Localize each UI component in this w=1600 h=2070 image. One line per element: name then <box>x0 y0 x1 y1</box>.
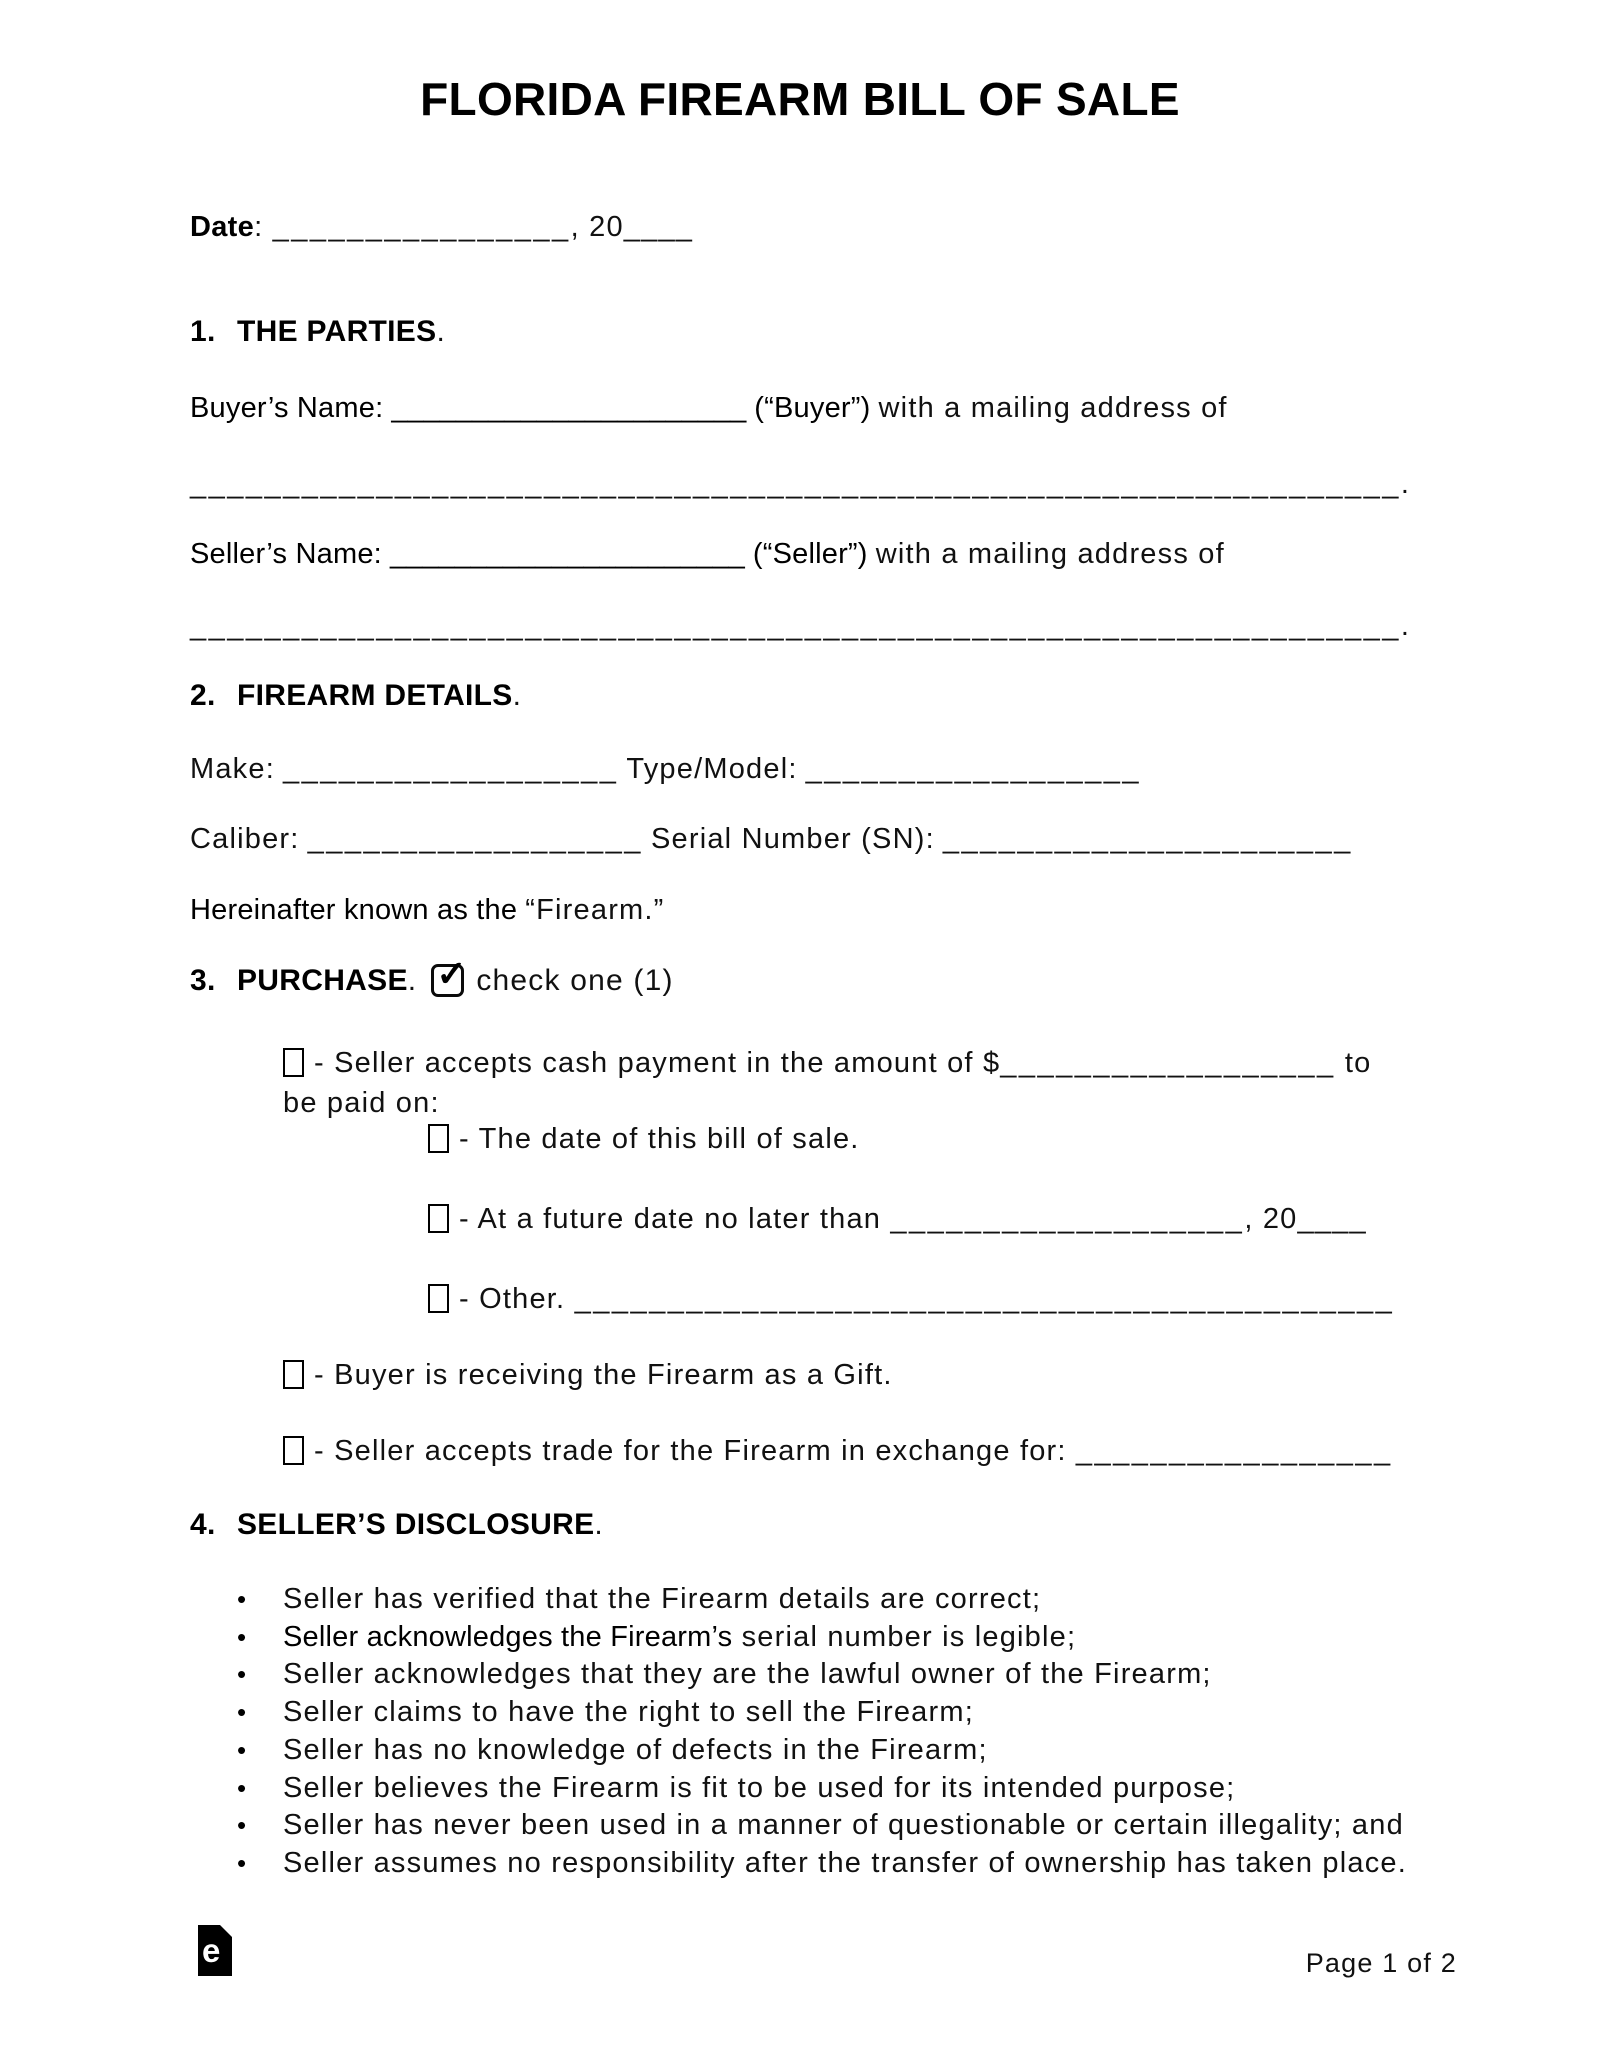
cash-payment-checkbox[interactable] <box>283 1048 304 1077</box>
future-date-blank-field[interactable]: ___________________ <box>890 1203 1245 1235</box>
hereinafter-prefix: Hereinafter known as the <box>190 894 518 926</box>
buyer-address-intro: with a mailing address of <box>878 392 1228 424</box>
date-line <box>190 210 693 244</box>
gift-checkbox[interactable] <box>283 1360 304 1389</box>
gift-text: - Buyer is receiving the Firearm as a Gift. <box>314 1359 893 1391</box>
cash-payment-text-tail: to <box>1335 1047 1372 1079</box>
list-item <box>237 1581 1407 1619</box>
seller-address-line <box>190 609 1411 643</box>
other-text: - Other. <box>459 1283 575 1315</box>
payment-date-option <box>428 1122 860 1156</box>
date-of-sale-checkbox[interactable] <box>428 1124 449 1153</box>
firearm-term: “Firearm.” <box>525 894 665 926</box>
list-item <box>237 1770 1407 1808</box>
make-blank-field[interactable]: __________________ <box>283 753 619 785</box>
buyer-name-line <box>190 391 1228 425</box>
buyer-address-line <box>190 467 1411 501</box>
bullet-text: serial number is legible; <box>732 1620 1077 1653</box>
section-heading-firearm-details <box>190 679 522 713</box>
list-item <box>237 1845 1407 1883</box>
buyer-alias: (“Buyer”) <box>754 392 871 424</box>
list-item <box>237 1732 1407 1770</box>
caliber-serial-line <box>190 822 1353 856</box>
check-one-checked-checkbox-icon[interactable] <box>431 953 467 997</box>
buyer-name-blank-field[interactable]: ______________________ <box>391 392 747 424</box>
date-blank-field[interactable]: ________________ <box>272 211 571 243</box>
date-label: Date <box>190 211 255 243</box>
future-date-text: - At a future date no later than <box>459 1203 891 1235</box>
bullet-icon: • <box>237 1659 247 1690</box>
trade-option <box>283 1434 1393 1468</box>
folded-corner-icon <box>220 1925 232 1937</box>
bullet-bold-text: Seller acknowledges the Firearm’s <box>283 1620 733 1653</box>
section-period: . <box>436 315 446 348</box>
checkmark-icon: ✓ <box>436 953 467 994</box>
future-date-checkbox[interactable] <box>428 1204 449 1233</box>
list-item <box>237 1619 1407 1657</box>
future-date-option <box>428 1202 1367 1236</box>
bullet-icon: • <box>237 1772 247 1803</box>
section-heading-parties <box>190 315 446 349</box>
eforms-logo <box>198 1925 232 1976</box>
caliber-blank-field[interactable]: __________________ <box>307 823 643 855</box>
bullet-icon: • <box>237 1847 247 1878</box>
cash-payment-text-line2: be paid on: <box>283 1087 440 1119</box>
cash-payment-text: - Seller accepts cash payment in the amount of $ <box>314 1047 1001 1079</box>
serial-number-label: Serial Number (SN): <box>650 823 935 855</box>
section-number: 4. <box>190 1508 216 1541</box>
caliber-label: Caliber: <box>190 823 300 855</box>
bullet-text: Seller acknowledges that they are the lawful owner of the Firearm; <box>283 1658 1212 1691</box>
date-year-blank[interactable]: , 20____ <box>570 211 694 243</box>
list-item <box>237 1656 1407 1694</box>
section-heading-sellers-disclosure <box>190 1508 604 1542</box>
make-type-line <box>190 752 1141 786</box>
date-of-sale-text: - The date of this bill of sale. <box>459 1123 860 1155</box>
other-checkbox[interactable] <box>428 1284 449 1313</box>
seller-address-intro: with a mailing address of <box>875 538 1225 570</box>
future-date-year-blank[interactable]: , 20____ <box>1244 1203 1367 1235</box>
bullet-text: Seller has never been used in a manner of questionable or certain illegality; and <box>283 1809 1404 1842</box>
buyer-address-blank-field[interactable]: _________________________________________________________________. <box>190 468 1412 500</box>
section-period: . <box>594 1508 604 1541</box>
other-blank-field[interactable]: ____________________________________________ <box>574 1283 1395 1315</box>
check-one-label: check one (1) <box>476 964 674 997</box>
section-number: 1. <box>190 315 216 348</box>
bullet-icon: • <box>237 1621 247 1652</box>
date-colon: : <box>254 211 273 243</box>
bullet-icon: • <box>237 1810 247 1841</box>
trade-checkbox[interactable] <box>283 1436 304 1465</box>
section-title: FIREARM DETAILS <box>237 679 513 712</box>
section-heading-purchase <box>190 953 674 998</box>
trade-blank-field[interactable]: _________________ <box>1075 1435 1393 1467</box>
cash-amount-blank-field[interactable]: __________________ <box>1000 1047 1336 1079</box>
bullet-icon: • <box>237 1584 247 1614</box>
cash-payment-option-line2 <box>283 1086 440 1120</box>
seller-name-label: Seller’s Name: <box>190 538 382 570</box>
trade-text: - Seller accepts trade for the Firearm in exchange for: <box>314 1435 1076 1467</box>
section-title: SELLER’S DISCLOSURE <box>237 1508 595 1541</box>
type-model-blank-field[interactable]: __________________ <box>805 753 1141 785</box>
section-period: . <box>512 679 523 712</box>
seller-address-blank-field[interactable]: _________________________________________________________________. <box>190 610 1412 642</box>
list-item <box>237 1807 1407 1845</box>
cash-payment-option <box>283 1046 1371 1080</box>
seller-name-blank-field[interactable]: ______________________ <box>389 538 745 570</box>
list-item <box>237 1694 1407 1732</box>
disclosure-bullet-list <box>237 1581 1407 1883</box>
bullet-text: Seller assumes no responsibility after the transfer of ownership has taken place. <box>283 1846 1408 1879</box>
eforms-logo-letter: e <box>202 1932 221 1969</box>
seller-alias: (“Seller”) <box>752 538 868 570</box>
bullet-text: Seller has no knowledge of defects in the Firearm; <box>283 1733 988 1766</box>
page-title: FLORIDA FIREARM BILL OF SALE <box>420 73 1180 125</box>
bullet-text: Seller believes the Firearm is fit to be used for its intended purpose; <box>283 1771 1236 1804</box>
other-option <box>428 1282 1394 1316</box>
buyer-name-label: Buyer’s Name: <box>190 392 384 424</box>
section-title: PURCHASE <box>237 964 408 997</box>
section-number: 3. <box>190 964 216 997</box>
bullet-icon: • <box>237 1734 247 1765</box>
bullet-text: Seller claims to have the right to sell the Firearm; <box>283 1696 974 1729</box>
seller-name-line <box>190 537 1225 571</box>
gift-option <box>283 1358 893 1392</box>
bullet-text: Seller has verified that the Firearm details are correct; <box>283 1583 1042 1615</box>
section-period: . <box>407 964 418 997</box>
section-number: 2. <box>190 679 216 712</box>
bullet-icon: • <box>237 1697 247 1728</box>
page-number: Page 1 of 2 <box>1305 1948 1457 1978</box>
serial-number-blank-field[interactable]: ______________________ <box>942 823 1353 855</box>
make-label: Make: <box>190 753 275 785</box>
hereinafter-line <box>190 893 665 927</box>
type-model-label: Type/Model: <box>626 753 798 785</box>
section-title: THE PARTIES <box>237 315 437 348</box>
